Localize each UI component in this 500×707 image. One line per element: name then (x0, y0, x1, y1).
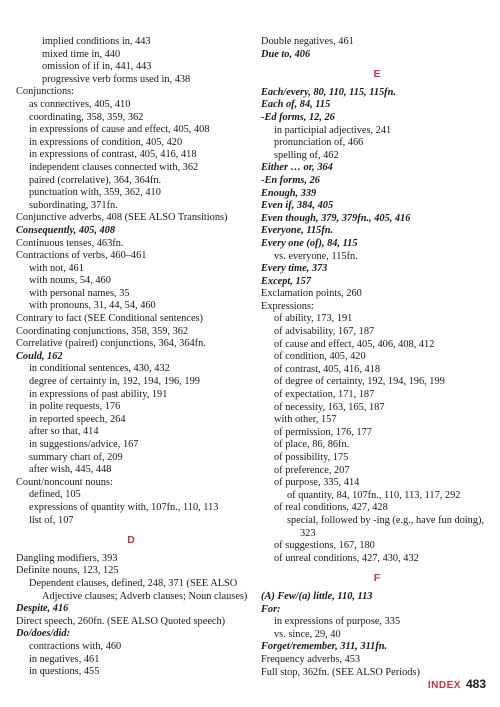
section-letter: E (373, 68, 381, 81)
index-entry: Due to, 406 (261, 48, 311, 60)
index-subentry: of place, 86, 86fn. (274, 439, 350, 451)
index-entry: Continuous tenses, 463fn. (16, 237, 124, 249)
section-letter: D (127, 534, 135, 547)
index-entry: Even if, 384, 405 (261, 200, 334, 212)
index-label: INDEX (427, 680, 461, 691)
index-entry: Contrary to fact (SEE Conditional sentences) (16, 313, 204, 325)
index-subentry: of real conditions, 427, 428 (274, 502, 388, 514)
index-subentry: of cause and effect, 405, 406, 408, 412 (274, 338, 435, 350)
page-number: 483 (465, 677, 486, 691)
index-subentry: independent clauses connected with, 362 (29, 161, 199, 173)
index-entry: Everyone, 115fn. (261, 225, 334, 237)
page-footer (428, 677, 486, 691)
index-subentry: of possibility, 175 (274, 452, 349, 463)
index-subentry: in expressions of purpose, 335 (274, 616, 401, 628)
index-subentry: list of, 107 (29, 514, 74, 526)
index-subentry: paired (correlative), 364, 364fn. (29, 174, 162, 186)
index-subentry: with nouns, 54, 460 (29, 275, 111, 287)
index-subentry: in expressions of contrast, 405, 416, 418 (29, 149, 197, 161)
index-subentry: in conditional sentences, 430, 432 (29, 363, 170, 375)
index-entry: Contractions of verbs, 460–461 (16, 250, 147, 262)
index-subentry: with pronouns, 31, 44, 54, 460 (29, 300, 156, 312)
index-subentry: of advisability, 167, 187 (274, 326, 375, 338)
index-entry: -En forms, 26 (261, 174, 320, 186)
index-subentry: after wish, 445, 448 (29, 464, 112, 476)
index-entry: Do/does/did: (16, 628, 71, 640)
index-subentry: coordinating, 358, 359, 362 (29, 111, 144, 123)
index-subentry: of suggestions, 167, 180 (274, 540, 375, 552)
index-entry: Coordinating conjunctions, 358, 359, 362 (16, 325, 189, 337)
index-subentry: in expressions of cause and effect, 405, 408 (29, 124, 210, 136)
index-subentry: expressions of quantity with, 107fn., 110, 113 (29, 501, 219, 513)
index-entry: Either … or, 364 (261, 162, 333, 174)
index-subentry: of unreal conditions, 427, 430, 432 (274, 552, 419, 564)
index-subentry: progressive verb forms used in, 438 (42, 73, 191, 85)
index-subentry: as connectives, 405, 410 (29, 98, 131, 110)
index-subentry: of preference, 207 (274, 464, 350, 476)
index-entry: Conjunctive adverbs, 408 (SEE ALSO Transitions) (16, 212, 228, 224)
index-entry: Double negatives, 461 (261, 36, 354, 47)
index-subentry: mixed time in, 440 (42, 48, 121, 60)
index-subentry: defined, 105 (29, 489, 81, 501)
index-subentry: omission of if in, 441, 443 (42, 61, 152, 73)
index-entry: For: (261, 603, 281, 615)
index-subentry: after so that, 414 (29, 426, 99, 438)
index-entry: Each/every, 80, 110, 115, 115fn. (261, 86, 396, 98)
index-subentry: of necessity, 163, 165, 187 (274, 401, 385, 413)
index-subentry: of contrast, 405, 416, 418 (274, 363, 381, 375)
index-subentry: contractions with, 460 (29, 640, 122, 652)
index-subentry: implied conditions in, 443 (42, 36, 151, 47)
index-entry: Definite nouns, 123, 125 (16, 565, 119, 577)
index-entry: Each of, 84, 115 (261, 99, 331, 111)
index-subentry: pronunciation of, 466 (274, 137, 364, 149)
index-entry: (A) Few/(a) little, 110, 113 (261, 590, 373, 602)
index-subentry: of quantity, 84, 107fn., 110, 113, 117, 292 (287, 489, 461, 501)
index-entry: Full stop, 362fn. (SEE ALSO Periods) (261, 666, 420, 678)
index-subentry: vs. since, 29, 40 (274, 628, 341, 640)
index-entry: Dangling modifiers, 393 (16, 552, 118, 564)
index-entry: Expressions: (261, 300, 314, 312)
index-subentry: with other, 157 (274, 414, 337, 426)
index-subentry: with not, 461 (29, 262, 84, 274)
index-subentry: degree of certainty in, 192, 194, 196, 199 (29, 376, 200, 388)
index-entry: Enough, 339 (261, 187, 317, 199)
index-subentry: punctuation with, 359, 362, 410 (29, 187, 161, 199)
index-subentry: in suggestions/advice, 167 (29, 439, 139, 450)
index-subentry: in negatives, 461 (29, 653, 100, 665)
index-subentry: in reported speech, 264 (29, 413, 126, 425)
index-subentry: vs. everyone, 115fn. (274, 250, 358, 262)
index-entry: Even though, 379, 379fn., 405, 416 (261, 212, 411, 224)
index-entry: Conjunctions: (16, 86, 75, 98)
index-entry: -Ed forms, 12, 26 (261, 111, 335, 123)
index-subentry: of condition, 405, 420 (274, 351, 366, 363)
index-entry: Count/noncount nouns: (16, 476, 113, 488)
section-letter: F (373, 572, 381, 585)
index-column-left (16, 36, 254, 679)
index-entry: Correlative (paired) conjunctions, 364, 364fn. (16, 338, 206, 350)
index-subentry: in participial adjectives, 241 (274, 124, 392, 136)
index-subentry: in polite requests, 176 (29, 401, 121, 413)
index-subentry: spelling of, 462 (274, 149, 339, 161)
index-subentry: special, followed by -ing (e.g., have fun doing), 323 (287, 514, 485, 539)
index-entry: Every one (of), 84, 115 (261, 237, 358, 249)
index-subentry: in expressions of condition, 405, 420 (29, 136, 183, 148)
index-subentry: subordinating, 371fn. (29, 199, 118, 211)
index-entry: Forget/remember, 311, 311fn. (261, 641, 388, 653)
index-subentry: of purpose, 335, 414 (274, 477, 360, 489)
index-entry: Exclamation points, 260 (261, 288, 362, 300)
index-subentry: of degree of certainty, 192, 194, 196, 199 (274, 376, 445, 388)
index-entry: Despite, 416 (16, 603, 69, 615)
index-entry: Frequency adverbs, 453 (261, 653, 361, 665)
index-entry: Every time, 373 (261, 263, 328, 275)
index-entry: Direct speech, 260fn. (SEE ALSO Quoted speech) (16, 615, 226, 627)
index-subentry: summary chart of, 209 (29, 451, 123, 463)
index-subentry: of permission, 176, 177 (274, 426, 372, 438)
index-entry: Could, 162 (16, 350, 63, 362)
index-column-right (261, 36, 493, 679)
index-entry: Consequently, 405, 408 (16, 224, 116, 236)
index-entry: Dependent clauses, defined, 248, 371 (SEE ALSO Adjective clauses; Adverb clauses; Noun clauses) (29, 577, 248, 602)
index-subentry: in questions, 455 (29, 666, 100, 678)
index-subentry: with personal names, 35 (29, 287, 130, 299)
index-subentry: of ability, 173, 191 (274, 313, 353, 325)
index-entry: Except, 157 (261, 275, 311, 287)
index-subentry: in expressions of past ability, 191 (29, 388, 168, 400)
index-subentry: of expectation, 171, 187 (274, 389, 375, 401)
